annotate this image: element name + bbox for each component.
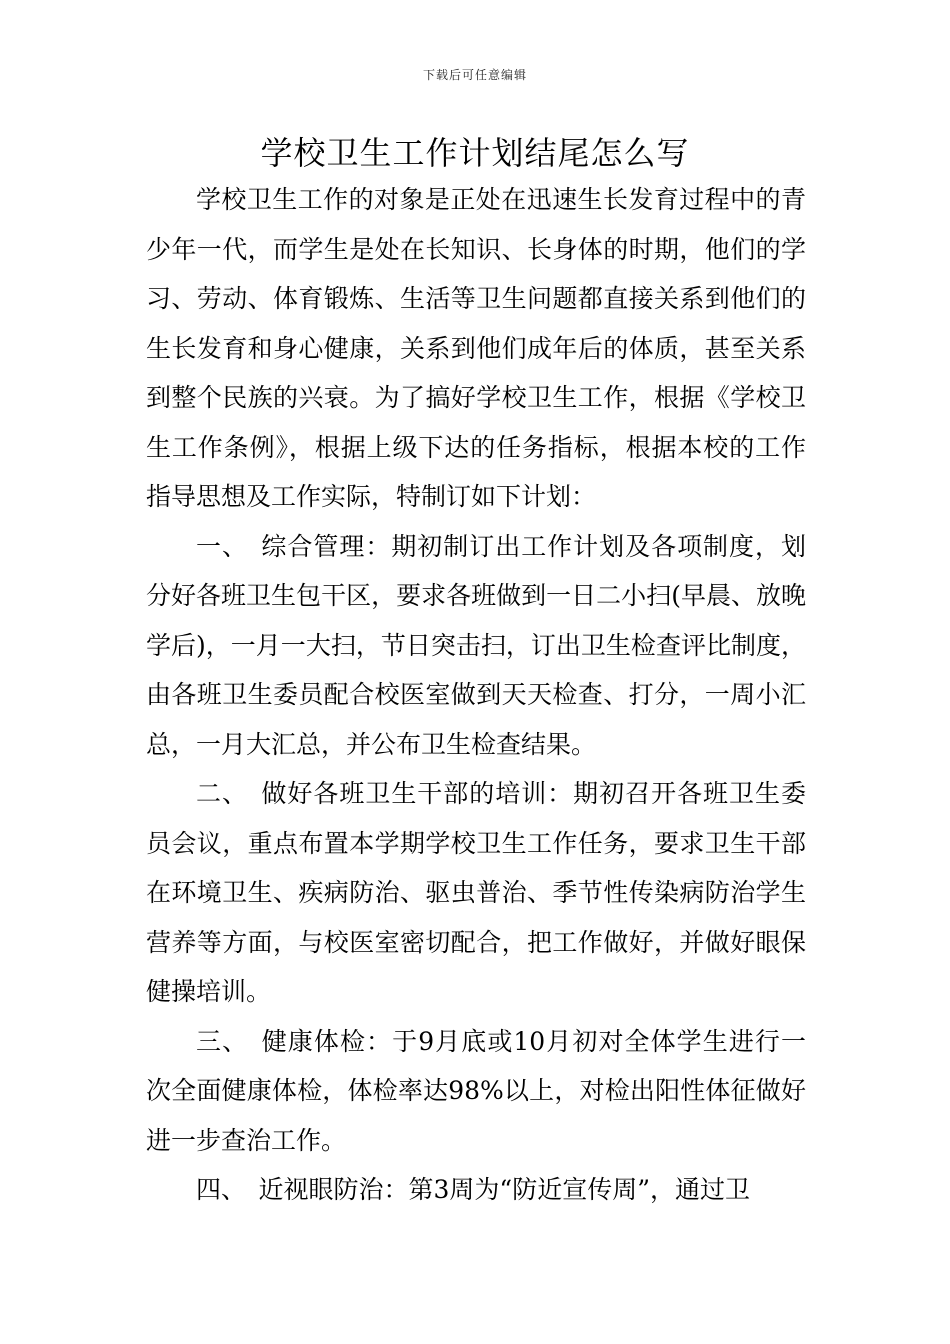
paragraph-section-4: 四、 近视眼防治：第3周为“防近宣传周”，通过卫: [196, 1175, 750, 1204]
paragraph-section-2: 二、 做好各班卫生干部的培训：期初召开各班卫生委员会议，重点布置本学期学校卫生工作任务，要求卫生干部在环境卫生、疾病防治、驱虫普治、季节性传染病防治学生营养等方面，与校医室密切配合，把工作做好，并做好眼保健操培训。: [146, 779, 806, 1006]
header-note: 下载后可任意编辑: [422, 68, 527, 82]
document-title: 学校卫生工作计划结尾怎么写: [260, 134, 690, 172]
paragraph-section-1: 一、 综合管理：期初制订出工作计划及各项制度，划分好各班卫生包干区，要求各班做到一日二小扫(早晨、放晚学后)，一月一大扫，节日突击扫，订出卫生检查评比制度，由各班卫生委员配合校医室做到天天检查、打分，一周小汇总，一月大汇总，并公布卫生检查结果。: [146, 531, 806, 759]
paragraph-intro: 学校卫生工作的对象是正处在迅速生长发育过程中的青少年一代，而学生是处在长知识、长身体的时期，他们的学习、劳动、体育锻炼、生活等卫生问题都直接关系到他们的生长发育和身心健康，关系到他们成年后的体质，甚至关系到整个民族的兴衰。为了搞好学校卫生工作，根据《学校卫生工作条例》，根据上级下达的任务指标，根据本校的工作指导思想及工作实际，特制订如下计划：: [146, 185, 806, 511]
document-body: [146, 175, 806, 1215]
paragraph-section-3: 三、 健康体检：于9月底或10月初对全体学生进行一次全面健康体检，体检率达98%以上，对检出阳性体征做好进一步查治工作。: [146, 1026, 806, 1155]
